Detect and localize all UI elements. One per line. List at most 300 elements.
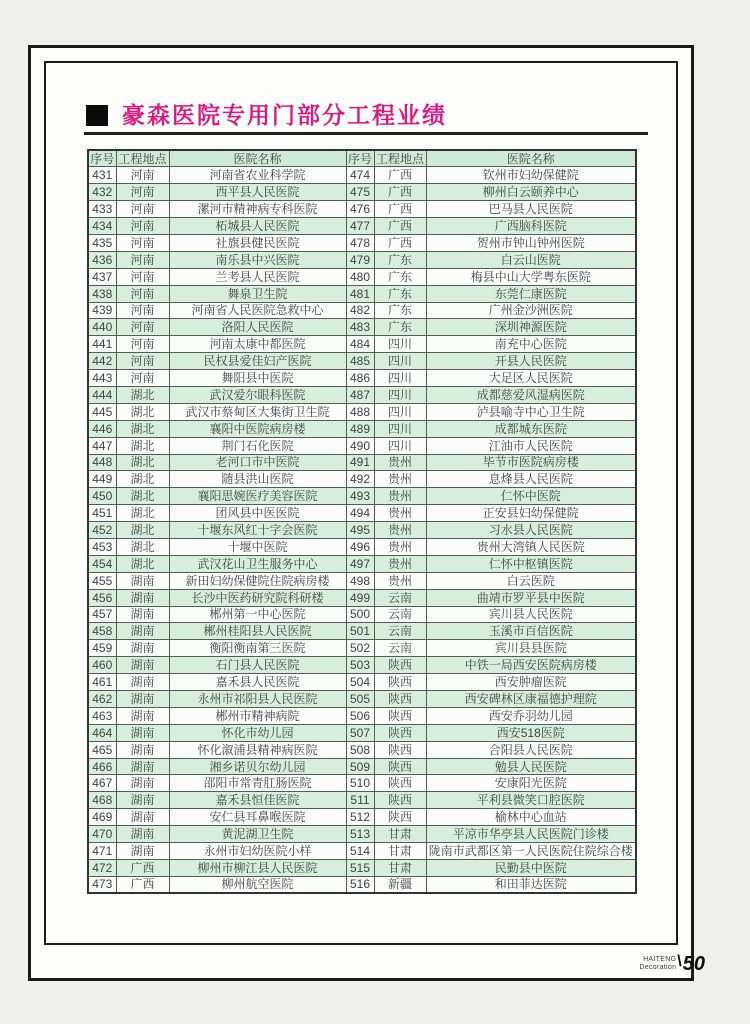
serial-cell: 480 <box>346 268 374 285</box>
serial-cell: 513 <box>346 826 374 843</box>
location-cell: 河南 <box>116 251 169 268</box>
table-row <box>88 826 636 843</box>
location-cell: 四川 <box>374 403 426 420</box>
table-row <box>88 302 636 319</box>
location-cell: 湖北 <box>116 420 169 437</box>
serial-cell: 465 <box>88 741 116 758</box>
hospital-name-cell: 河南太康中都医院 <box>169 336 346 353</box>
col-header-serial-right: 序号 <box>347 151 372 166</box>
serial-cell: 437 <box>88 268 116 285</box>
table-row <box>88 505 636 522</box>
serial-cell: 495 <box>346 522 374 539</box>
table-row <box>88 234 636 251</box>
table-row <box>88 691 636 708</box>
location-cell: 河南 <box>116 268 169 285</box>
serial-cell: 457 <box>88 606 116 623</box>
location-cell: 四川 <box>374 386 426 403</box>
hospital-name-cell: 大足区人民医院 <box>426 370 636 387</box>
location-cell: 陕西 <box>374 775 426 792</box>
serial-cell: 452 <box>88 522 116 539</box>
location-cell: 广东 <box>374 319 426 336</box>
hospital-name-cell: 柳州航空医院 <box>169 876 346 893</box>
table-row <box>88 386 636 403</box>
location-cell: 湖北 <box>116 538 169 555</box>
page-title: 豪森医院专用门部分工程业绩 <box>122 102 447 128</box>
serial-cell: 449 <box>88 471 116 488</box>
hospital-name-cell: 南乐县中兴医院 <box>169 251 346 268</box>
table-row <box>88 437 636 454</box>
location-cell: 陕西 <box>374 741 426 758</box>
table-row <box>88 589 636 606</box>
location-cell: 陕西 <box>374 707 426 724</box>
serial-cell: 478 <box>346 234 374 251</box>
hospital-name-cell: 仁怀中枢镇医院 <box>426 555 636 572</box>
hospital-name-cell: 永州市妇幼医院小样 <box>169 843 346 860</box>
serial-cell: 497 <box>346 555 374 572</box>
table-row <box>88 555 636 572</box>
hospital-name-cell: 柳州市柳江县人民医院 <box>169 859 346 876</box>
hospital-name-cell: 广西脑科医院 <box>426 218 636 235</box>
location-cell: 河南 <box>116 234 169 251</box>
hospital-name-cell: 襄阳思婉医疗美容医院 <box>169 488 346 505</box>
serial-cell: 477 <box>346 218 374 235</box>
location-cell: 湖南 <box>116 691 169 708</box>
location-cell: 云南 <box>374 623 426 640</box>
location-cell: 河南 <box>116 353 169 370</box>
location-cell: 广东 <box>374 268 426 285</box>
table-row <box>88 370 636 387</box>
serial-cell: 486 <box>346 370 374 387</box>
hospital-name-cell: 团风县中医医院 <box>169 505 346 522</box>
hospital-name-cell: 广州金沙洲医院 <box>426 302 636 319</box>
location-cell: 四川 <box>374 437 426 454</box>
hospital-name-cell: 邵阳市常青肛肠医院 <box>169 775 346 792</box>
location-cell: 陕西 <box>374 792 426 809</box>
hospital-name-cell: 陇南市武都区第一人民医院住院综合楼 <box>426 843 636 860</box>
serial-cell: 490 <box>346 437 374 454</box>
hospital-name-cell: 玉溪市百信医院 <box>426 623 636 640</box>
table-row <box>88 859 636 876</box>
location-cell: 陕西 <box>374 657 426 674</box>
title-underline <box>84 132 648 135</box>
serial-cell: 516 <box>346 876 374 893</box>
hospital-name-cell: 新田妇幼保健院住院病房楼 <box>169 572 346 589</box>
location-cell: 湖北 <box>116 555 169 572</box>
serial-cell: 508 <box>346 741 374 758</box>
table-row <box>88 623 636 640</box>
location-cell: 四川 <box>374 420 426 437</box>
hospital-name-cell: 巴马县人民医院 <box>426 201 636 218</box>
serial-cell: 481 <box>346 285 374 302</box>
location-cell: 湖南 <box>116 775 169 792</box>
hospital-name-cell: 白云医院 <box>426 572 636 589</box>
location-cell: 陕西 <box>374 724 426 741</box>
hospital-name-cell: 嘉禾县人民医院 <box>169 674 346 691</box>
table-row <box>88 640 636 657</box>
serial-cell: 515 <box>346 859 374 876</box>
hospital-name-cell: 怀化溆浦县精神病医院 <box>169 741 346 758</box>
location-cell: 河南 <box>116 336 169 353</box>
table-row <box>88 184 636 201</box>
hospital-name-cell: 梅县中山大学粤东医院 <box>426 268 636 285</box>
location-cell: 湖北 <box>116 522 169 539</box>
serial-cell: 445 <box>88 403 116 420</box>
hospital-name-cell: 安仁县耳鼻喉医院 <box>169 809 346 826</box>
serial-cell: 460 <box>88 657 116 674</box>
hospital-name-cell: 泸县喻寺中心卫生院 <box>426 403 636 420</box>
table-row <box>88 674 636 691</box>
location-cell: 四川 <box>374 370 426 387</box>
projects-table-body <box>88 167 636 893</box>
serial-cell: 488 <box>346 403 374 420</box>
hospital-name-cell: 宾川县县医院 <box>426 640 636 657</box>
brand-line1: HAITENG <box>643 955 677 963</box>
location-cell: 河南 <box>116 302 169 319</box>
hospital-name-cell: 合阳县人民医院 <box>426 741 636 758</box>
location-cell: 广西 <box>116 876 169 893</box>
serial-cell: 505 <box>346 691 374 708</box>
location-cell: 广西 <box>374 218 426 235</box>
table-row <box>88 403 636 420</box>
location-cell: 广东 <box>374 302 426 319</box>
serial-cell: 494 <box>346 505 374 522</box>
serial-cell: 448 <box>88 454 116 471</box>
location-cell: 湖南 <box>116 640 169 657</box>
serial-cell: 476 <box>346 201 374 218</box>
location-cell: 甘肃 <box>374 826 426 843</box>
location-cell: 湖南 <box>116 623 169 640</box>
serial-cell: 450 <box>88 488 116 505</box>
location-cell: 湖北 <box>116 386 169 403</box>
serial-cell: 474 <box>346 167 374 184</box>
hospital-name-cell: 贵州大湾镇人民医院 <box>426 538 636 555</box>
location-cell: 湖南 <box>116 843 169 860</box>
hospital-name-cell: 和田菲达医院 <box>426 876 636 893</box>
serial-cell: 506 <box>346 707 374 724</box>
location-cell: 湖北 <box>116 471 169 488</box>
location-cell: 河南 <box>116 285 169 302</box>
serial-cell: 509 <box>346 758 374 775</box>
table-row <box>88 353 636 370</box>
location-cell: 广西 <box>374 184 426 201</box>
location-cell: 贵州 <box>374 538 426 555</box>
serial-cell: 468 <box>88 792 116 809</box>
col-header-location-left: 工程地点 <box>116 150 169 167</box>
hospital-name-cell: 深圳神源医院 <box>426 319 636 336</box>
serial-cell: 511 <box>346 792 374 809</box>
serial-cell: 443 <box>88 370 116 387</box>
serial-cell: 470 <box>88 826 116 843</box>
hospital-name-cell: 平凉市华亭县人民医院门诊楼 <box>426 826 636 843</box>
serial-cell: 441 <box>88 336 116 353</box>
location-cell: 河南 <box>116 218 169 235</box>
serial-cell: 510 <box>346 775 374 792</box>
hospital-name-cell: 西安518医院 <box>426 724 636 741</box>
location-cell: 湖北 <box>116 437 169 454</box>
serial-cell: 493 <box>346 488 374 505</box>
hospital-name-cell: 永州市祁阳县人民医院 <box>169 691 346 708</box>
location-cell: 陕西 <box>374 758 426 775</box>
serial-cell: 453 <box>88 538 116 555</box>
table-row <box>88 454 636 471</box>
table-row <box>88 251 636 268</box>
hospital-name-cell: 民权县爱佳妇产医院 <box>169 353 346 370</box>
serial-cell: 507 <box>346 724 374 741</box>
hospital-name-cell: 南充中心医院 <box>426 336 636 353</box>
location-cell: 贵州 <box>374 522 426 539</box>
hospital-name-cell: 江油市人民医院 <box>426 437 636 454</box>
serial-cell: 500 <box>346 606 374 623</box>
serial-cell: 435 <box>88 234 116 251</box>
location-cell: 河南 <box>116 319 169 336</box>
serial-cell: 447 <box>88 437 116 454</box>
hospital-name-cell: 白云山医院 <box>426 251 636 268</box>
location-cell: 云南 <box>374 589 426 606</box>
location-cell: 广东 <box>374 251 426 268</box>
serial-cell: 485 <box>346 353 374 370</box>
table-row <box>88 707 636 724</box>
serial-cell: 462 <box>88 691 116 708</box>
hospital-name-cell: 黄泥湖卫生院 <box>169 826 346 843</box>
location-cell: 湖南 <box>116 589 169 606</box>
location-cell: 湖南 <box>116 606 169 623</box>
table-row <box>88 843 636 860</box>
table-row <box>88 724 636 741</box>
table-row <box>88 218 636 235</box>
hospital-name-cell: 钦州市妇幼保健院 <box>426 167 636 184</box>
hospital-name-cell: 郴州桂阳县人民医院 <box>169 623 346 640</box>
hospital-name-cell: 曲靖市罗平县中医院 <box>426 589 636 606</box>
hospital-name-cell: 武汉爱尔眼科医院 <box>169 386 346 403</box>
hospital-name-cell: 息烽县人民医院 <box>426 471 636 488</box>
hospital-name-cell: 武汉花山卫生服务中心 <box>169 555 346 572</box>
serial-cell: 484 <box>346 336 374 353</box>
hospital-name-cell: 成都城东医院 <box>426 420 636 437</box>
location-cell: 贵州 <box>374 505 426 522</box>
serial-cell: 482 <box>346 302 374 319</box>
table-header-row <box>88 150 636 167</box>
hospital-name-cell: 老河口市中医院 <box>169 454 346 471</box>
serial-cell: 483 <box>346 319 374 336</box>
hospital-name-cell: 河南省农业科学院 <box>169 167 346 184</box>
serial-cell: 431 <box>88 167 116 184</box>
serial-cell: 436 <box>88 251 116 268</box>
table-row <box>88 792 636 809</box>
table-row <box>88 336 636 353</box>
serial-cell: 444 <box>88 386 116 403</box>
table-row <box>88 268 636 285</box>
location-cell: 甘肃 <box>374 859 426 876</box>
hospital-name-cell: 柳州白云颐养中心 <box>426 184 636 201</box>
serial-cell: 472 <box>88 859 116 876</box>
hospital-name-cell: 贺州市钟山钟州医院 <box>426 234 636 251</box>
hospital-name-cell: 习水县人民医院 <box>426 522 636 539</box>
hospital-name-cell: 舞阳县中医院 <box>169 370 346 387</box>
table-row <box>88 809 636 826</box>
serial-cell: 496 <box>346 538 374 555</box>
slash-divider-icon: \ <box>677 953 682 970</box>
serial-cell: 466 <box>88 758 116 775</box>
hospital-name-cell: 毕节市医院病房楼 <box>426 454 636 471</box>
location-cell: 湖南 <box>116 707 169 724</box>
hospital-name-cell: 勉县人民医院 <box>426 758 636 775</box>
table-row <box>88 420 636 437</box>
col-header-serial-left: 序号 <box>88 150 116 167</box>
serial-cell: 463 <box>88 707 116 724</box>
page-footer <box>629 949 705 979</box>
serial-cell: 433 <box>88 201 116 218</box>
hospital-name-cell: 榆林中心血站 <box>426 809 636 826</box>
serial-cell: 512 <box>346 809 374 826</box>
table-row <box>88 876 636 893</box>
location-cell: 河南 <box>116 201 169 218</box>
location-cell: 四川 <box>374 336 426 353</box>
hospital-name-cell: 社旗县健民医院 <box>169 234 346 251</box>
table-row <box>88 741 636 758</box>
hospital-name-cell: 湘乡诺贝尔幼儿园 <box>169 758 346 775</box>
table-row <box>88 201 636 218</box>
hospital-name-cell: 西安碑林区康福德护理院 <box>426 691 636 708</box>
serial-cell: 454 <box>88 555 116 572</box>
location-cell: 河南 <box>116 167 169 184</box>
location-cell: 甘肃 <box>374 843 426 860</box>
location-cell: 贵州 <box>374 454 426 471</box>
location-cell: 湖南 <box>116 724 169 741</box>
hospital-name-cell: 开县人民医院 <box>426 353 636 370</box>
serial-cell: 514 <box>346 843 374 860</box>
title-block <box>86 101 447 129</box>
serial-cell: 502 <box>346 640 374 657</box>
serial-cell: 503 <box>346 657 374 674</box>
location-cell: 湖南 <box>116 758 169 775</box>
location-cell: 广东 <box>374 285 426 302</box>
serial-cell: 479 <box>346 251 374 268</box>
hospital-name-cell: 十堰东风红十字会医院 <box>169 522 346 539</box>
location-cell: 湖南 <box>116 826 169 843</box>
serial-cell: 446 <box>88 420 116 437</box>
hospital-name-cell: 平利县微笑口腔医院 <box>426 792 636 809</box>
serial-cell: 461 <box>88 674 116 691</box>
hospital-name-cell: 衡阳衡南第三医院 <box>169 640 346 657</box>
location-cell: 广西 <box>374 234 426 251</box>
projects-table <box>87 149 637 894</box>
hospital-name-cell: 荆门石化医院 <box>169 437 346 454</box>
location-cell: 湖南 <box>116 792 169 809</box>
serial-cell: 469 <box>88 809 116 826</box>
table-row <box>88 572 636 589</box>
hospital-name-cell: 十堰中医院 <box>169 538 346 555</box>
location-cell: 云南 <box>374 640 426 657</box>
location-cell: 贵州 <box>374 471 426 488</box>
serial-cell: 467 <box>88 775 116 792</box>
table-row <box>88 606 636 623</box>
location-cell: 新疆 <box>374 876 426 893</box>
hospital-name-cell: 仁怀中医院 <box>426 488 636 505</box>
serial-cell: 458 <box>88 623 116 640</box>
location-cell: 湖北 <box>116 505 169 522</box>
serial-cell: 504 <box>346 674 374 691</box>
hospital-name-cell: 西安乔羽幼儿园 <box>426 707 636 724</box>
location-cell: 湖南 <box>116 657 169 674</box>
hospital-name-cell: 西安肿瘤医院 <box>426 674 636 691</box>
hospital-name-cell: 西平县人民医院 <box>169 184 346 201</box>
serial-cell: 487 <box>346 386 374 403</box>
hospital-name-cell: 舞泉卫生院 <box>169 285 346 302</box>
location-cell: 贵州 <box>374 555 426 572</box>
hospital-name-cell: 武汉市蔡甸区大集街卫生院 <box>169 403 346 420</box>
location-cell: 陕西 <box>374 691 426 708</box>
hospital-name-cell: 河南省人民医院急救中心 <box>169 302 346 319</box>
location-cell: 湖北 <box>116 454 169 471</box>
serial-cell: 434 <box>88 218 116 235</box>
serial-cell: 492 <box>346 471 374 488</box>
location-cell: 湖北 <box>116 403 169 420</box>
hospital-name-cell: 安康阳光医院 <box>426 775 636 792</box>
location-cell: 陕西 <box>374 674 426 691</box>
hospital-name-cell: 长沙中医药研究院科研楼 <box>169 589 346 606</box>
table-row <box>88 657 636 674</box>
table-row <box>88 758 636 775</box>
page-number: 50 <box>682 953 705 975</box>
serial-cell: 498 <box>346 572 374 589</box>
table-row <box>88 285 636 302</box>
location-cell: 湖北 <box>116 488 169 505</box>
location-cell: 云南 <box>374 606 426 623</box>
serial-cell: 439 <box>88 302 116 319</box>
hospital-name-cell: 洛阳人民医院 <box>169 319 346 336</box>
hospital-name-cell: 柘城县人民医院 <box>169 218 346 235</box>
hospital-name-cell: 兰考县人民医院 <box>169 268 346 285</box>
square-bullet-icon <box>86 105 108 126</box>
table-row <box>88 167 636 184</box>
serial-cell: 432 <box>88 184 116 201</box>
hospital-name-cell: 正安县妇幼保健院 <box>426 505 636 522</box>
location-cell: 湖南 <box>116 741 169 758</box>
serial-cell: 459 <box>88 640 116 657</box>
hospital-name-cell: 宾川县人民医院 <box>426 606 636 623</box>
hospital-name-cell: 怀化市幼儿园 <box>169 724 346 741</box>
hospital-name-cell: 中铁一局西安医院病房楼 <box>426 657 636 674</box>
hospital-name-cell: 随县洪山医院 <box>169 471 346 488</box>
location-cell: 湖南 <box>116 572 169 589</box>
table-row <box>88 319 636 336</box>
table-row <box>88 471 636 488</box>
hospital-name-cell: 民勤县中医院 <box>426 859 636 876</box>
table-row <box>88 775 636 792</box>
location-cell: 四川 <box>374 353 426 370</box>
brand-line2: Decoration <box>639 964 677 971</box>
hospital-name-cell: 石门县人民医院 <box>169 657 346 674</box>
location-cell: 湖南 <box>116 674 169 691</box>
serial-cell: 471 <box>88 843 116 860</box>
table-row <box>88 488 636 505</box>
col-header-hospital-left: 医院名称 <box>169 150 346 167</box>
hospital-name-cell: 嘉禾县恒佳医院 <box>169 792 346 809</box>
location-cell: 贵州 <box>374 572 426 589</box>
serial-cell: 464 <box>88 724 116 741</box>
serial-cell: 501 <box>346 623 374 640</box>
location-cell: 河南 <box>116 184 169 201</box>
hospital-name-cell: 郴州市精神病院 <box>169 707 346 724</box>
serial-cell: 456 <box>88 589 116 606</box>
serial-cell: 491 <box>346 454 374 471</box>
serial-cell: 455 <box>88 572 116 589</box>
serial-cell: 475 <box>346 184 374 201</box>
serial-cell: 489 <box>346 420 374 437</box>
table-row <box>88 522 636 539</box>
col-header-location-right: 工程地点 <box>375 151 424 166</box>
serial-cell: 473 <box>88 876 116 893</box>
